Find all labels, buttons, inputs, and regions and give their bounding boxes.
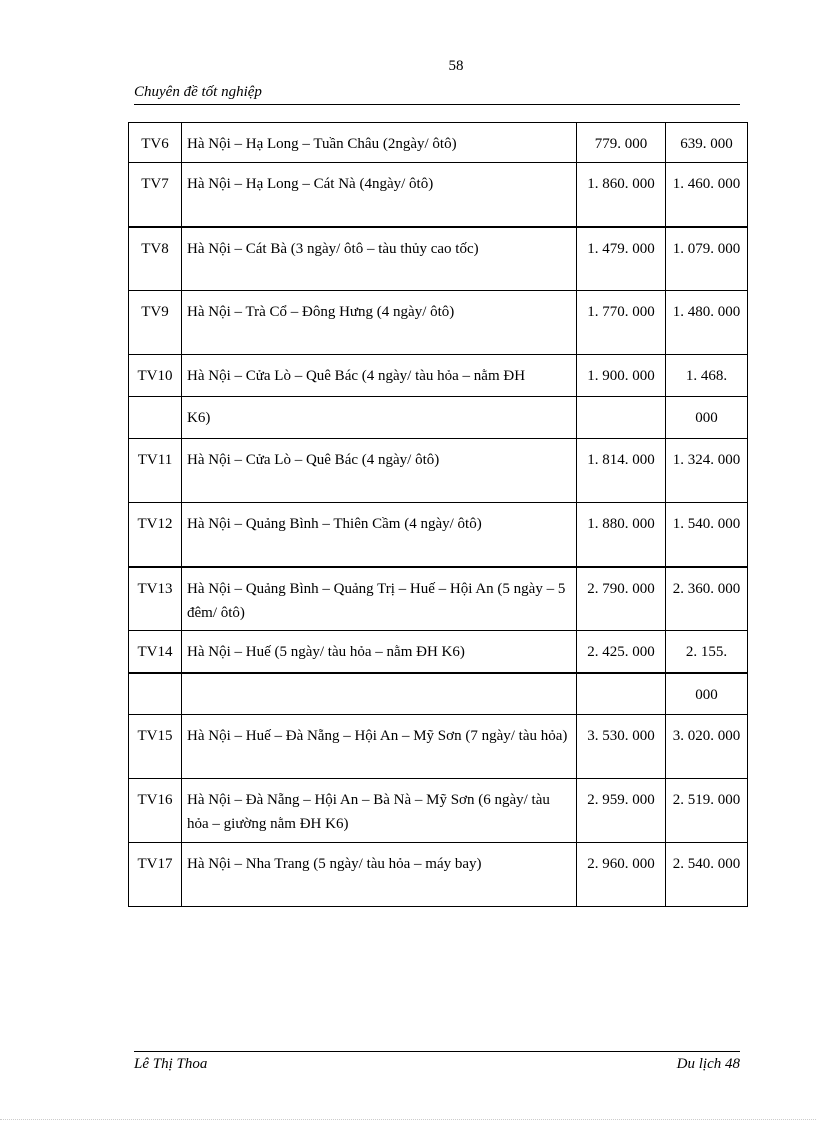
tour-code-cell: TV13 — [129, 567, 182, 631]
header-title: Chuyên đề tốt nghiệp — [134, 84, 262, 100]
table-row — [129, 163, 748, 227]
table-row — [129, 227, 748, 291]
tour-route-cell: Hà Nội – Huế – Đà Nẵng – Hội An – Mỹ Sơn (7 ngày/ tàu hỏa) — [182, 715, 577, 779]
tour-code-cell: TV8 — [129, 227, 182, 291]
tour-route-cell: Hà Nội – Cửa Lò – Quê Bác (4 ngày/ ôtô) — [182, 439, 577, 503]
tour-table-body — [129, 123, 748, 907]
tour-price-2-cell: 639. 000 — [666, 123, 748, 163]
tour-route-cell: Hà Nội – Cửa Lò – Quê Bác (4 ngày/ tàu hỏa – nằm ĐH — [182, 355, 577, 397]
tour-route-cell: Hà Nội – Hạ Long – Cát Nà (4ngày/ ôtô) — [182, 163, 577, 227]
tour-price-1-cell: 779. 000 — [577, 123, 666, 163]
tour-code-cell: TV6 — [129, 123, 182, 163]
tour-route-cell: Hà Nội – Hạ Long – Tuần Châu (2ngày/ ôtô) — [182, 123, 577, 163]
tour-price-2-cell: 1. 540. 000 — [666, 503, 748, 567]
tour-code-cell: TV7 — [129, 163, 182, 227]
tour-code-cell: TV16 — [129, 779, 182, 843]
tour-price-2-cell: 1. 460. 000 — [666, 163, 748, 227]
page-bottom-edge — [0, 1119, 816, 1120]
tour-code-cell: TV11 — [129, 439, 182, 503]
tour-code-cell: TV15 — [129, 715, 182, 779]
tour-price-1-cell: 2. 960. 000 — [577, 843, 666, 907]
table-row — [129, 715, 748, 779]
footer-author: Lê Thị Thoa — [134, 1056, 208, 1072]
table-row — [129, 123, 748, 163]
footer-rule — [134, 1051, 740, 1052]
footer-course: Du lịch 48 — [676, 1056, 740, 1072]
tour-price-1-cell: 2. 959. 000 — [577, 779, 666, 843]
table-row — [129, 291, 748, 355]
tour-price-1-cell — [577, 673, 666, 715]
table-row — [129, 673, 748, 715]
table-row — [129, 397, 748, 439]
tour-price-2-cell: 1. 324. 000 — [666, 439, 748, 503]
tour-code-cell: TV10 — [129, 355, 182, 397]
tour-price-1-cell: 2. 790. 000 — [577, 567, 666, 631]
table-row — [129, 503, 748, 567]
tour-code-cell: TV12 — [129, 503, 182, 567]
tour-route-cell: Hà Nội – Trà Cổ – Đông Hưng (4 ngày/ ôtô) — [182, 291, 577, 355]
tour-price-1-cell: 1. 770. 000 — [577, 291, 666, 355]
tour-code-cell — [129, 673, 182, 715]
table-row — [129, 355, 748, 397]
tour-price-1-cell — [577, 397, 666, 439]
tour-price-1-cell: 1. 479. 000 — [577, 227, 666, 291]
tour-price-1-cell: 1. 900. 000 — [577, 355, 666, 397]
tour-price-1-cell: 1. 860. 000 — [577, 163, 666, 227]
tour-price-2-cell: 2. 155. — [666, 631, 748, 673]
table-row — [129, 631, 748, 673]
tour-price-1-cell: 3. 530. 000 — [577, 715, 666, 779]
header-rule — [134, 104, 740, 105]
tour-price-2-cell: 000 — [666, 673, 748, 715]
table-row — [129, 567, 748, 631]
tour-price-2-cell: 2. 360. 000 — [666, 567, 748, 631]
tour-price-2-cell: 1. 480. 000 — [666, 291, 748, 355]
tour-price-2-cell: 1. 468. — [666, 355, 748, 397]
tour-price-2-cell: 2. 540. 000 — [666, 843, 748, 907]
tour-code-cell: TV9 — [129, 291, 182, 355]
table-row — [129, 779, 748, 843]
tour-route-cell: Hà Nội – Cát Bà (3 ngày/ ôtô – tàu thủy cao tốc) — [182, 227, 577, 291]
tour-code-cell: TV14 — [129, 631, 182, 673]
tour-price-1-cell: 1. 880. 000 — [577, 503, 666, 567]
table-row — [129, 843, 748, 907]
tour-route-cell — [182, 673, 577, 715]
tour-route-cell: Hà Nội – Quảng Bình – Quảng Trị – Huế – Hội An (5 ngày – 5 đêm/ ôtô) — [182, 567, 577, 631]
tour-route-cell: Hà Nội – Nha Trang (5 ngày/ tàu hỏa – máy bay) — [182, 843, 577, 907]
tour-route-cell: Hà Nội – Đà Nẵng – Hội An – Bà Nà – Mỹ Sơn (6 ngày/ tàu hỏa – giường nằm ĐH K6) — [182, 779, 577, 843]
tour-price-2-cell: 000 — [666, 397, 748, 439]
tour-code-cell — [129, 397, 182, 439]
tour-price-2-cell: 3. 020. 000 — [666, 715, 748, 779]
tour-price-2-cell: 1. 079. 000 — [666, 227, 748, 291]
tour-price-1-cell: 2. 425. 000 — [577, 631, 666, 673]
tour-code-cell: TV17 — [129, 843, 182, 907]
tour-price-table — [128, 122, 748, 907]
tour-price-1-cell: 1. 814. 000 — [577, 439, 666, 503]
table-row — [129, 439, 748, 503]
tour-route-cell: Hà Nội – Huế (5 ngày/ tàu hỏa – nằm ĐH K6) — [182, 631, 577, 673]
tour-route-cell: Hà Nội – Quảng Bình – Thiên Cầm (4 ngày/ ôtô) — [182, 503, 577, 567]
tour-price-2-cell: 2. 519. 000 — [666, 779, 748, 843]
page-number: 58 — [448, 58, 464, 74]
tour-route-cell: K6) — [182, 397, 577, 439]
